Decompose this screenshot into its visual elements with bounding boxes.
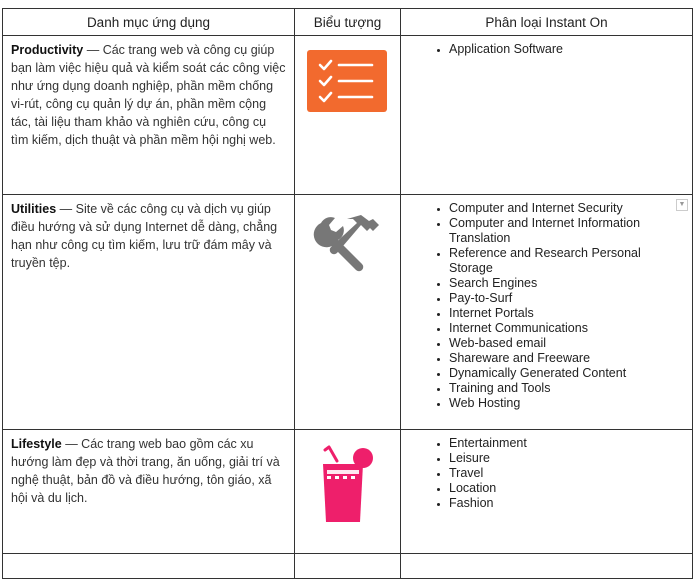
list-item: • Computer and Internet Security	[449, 201, 684, 216]
header-row	[3, 9, 693, 36]
list-item: • Pay-to-Surf	[449, 291, 684, 306]
tools-icon	[311, 211, 381, 273]
app-category-table	[2, 8, 693, 579]
list-item: • Search Engines	[449, 276, 684, 291]
list-item-text: Computer and Internet Information Translation	[449, 216, 641, 245]
list-item: • Entertainment	[449, 436, 684, 451]
list-item: • Application Software	[449, 42, 684, 57]
classification-list	[409, 201, 684, 411]
list-item: • Shareware and Freeware	[449, 351, 684, 366]
list-item: • Fashion	[449, 496, 684, 511]
icon-cell	[295, 430, 401, 554]
list-item: • Web Hosting	[449, 396, 684, 411]
classification-cell	[401, 195, 693, 430]
drink-icon	[315, 444, 377, 528]
list-item: • Location	[449, 481, 684, 496]
category-text: — Site về các công cụ và dịch vụ giúp điều hướng và sử dụng Internet dễ dàng, chẳng hạn như công cụ tìm kiếm, lưu trữ đám mây và truyền tệp.	[11, 202, 278, 270]
list-item: • Leisure	[449, 451, 684, 466]
category-description	[3, 36, 295, 195]
header-classification: Phân loại Instant On	[401, 9, 693, 36]
list-item: • Training and Tools	[449, 381, 684, 396]
category-text: — Các trang web bao gồm các xu hướng làm đẹp và thời trang, ăn uống, giải trí và nghệ thuật, bản đồ và điều hướng, tôn giáo, xã hội và du lịch.	[11, 437, 280, 505]
header-category: Danh mục ứng dụng	[3, 9, 295, 36]
icon-cell	[295, 36, 401, 195]
classification-cell	[401, 430, 693, 554]
classification-list	[409, 436, 684, 511]
table-row-productivity	[3, 36, 693, 195]
list-item: • Internet Portals	[449, 306, 684, 321]
table-row-utilities	[3, 195, 693, 430]
classification-list	[409, 42, 684, 57]
category-description	[3, 430, 295, 554]
list-item	[449, 216, 684, 246]
list-item: • Internet Communications	[449, 321, 684, 336]
category-description	[3, 195, 295, 430]
list-item: • Reference and Research Personal Storage	[449, 246, 684, 276]
classification-cell	[401, 36, 693, 195]
chevron-down-icon[interactable]: ▼	[676, 199, 688, 211]
list-item: • Web-based email	[449, 336, 684, 351]
table-row	[3, 554, 693, 579]
list-item: • Dynamically Generated Content	[449, 366, 684, 381]
category-text: — Các trang web và công cụ giúp bạn làm việc hiệu quả và kiểm soát các công việc như ứng dụng doanh nghiệp, phần mềm chống vi-rút, công cụ quản lý dự án, phần mềm cộng tác, tài liệu tham khảo và nghiên cứu, công cụ tìm kiếm, dịch thuật và phần mềm hội nghị web.	[11, 43, 286, 147]
category-title: Utilities	[11, 202, 57, 216]
table-cell	[401, 554, 693, 579]
header-icon: Biểu tượng	[295, 9, 401, 36]
table-row-lifestyle	[3, 430, 693, 554]
table-cell	[295, 554, 401, 579]
category-title: Lifestyle	[11, 437, 62, 451]
category-title: Productivity	[11, 43, 84, 57]
checklist-icon	[307, 50, 387, 112]
icon-cell	[295, 195, 401, 430]
list-item: • Travel	[449, 466, 684, 481]
table-cell	[3, 554, 295, 579]
